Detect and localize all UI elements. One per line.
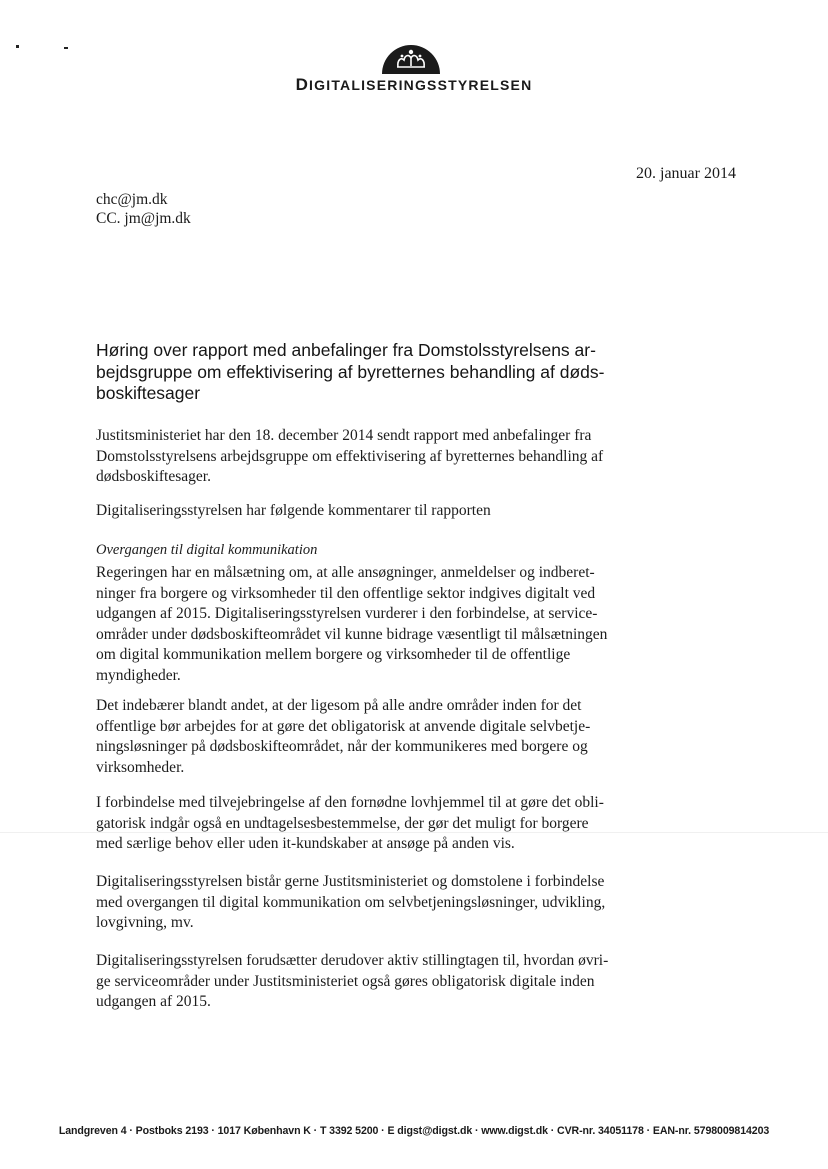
text-line: Domstolsstyrelsens arbejdsgruppe om effektivisering af byretternes behandling af [96,447,604,465]
text-line: områder under dødsboskifteområdet vil kunne bidrage væsentligt til målsætningen [96,625,608,643]
paragraph-2 [96,696,636,778]
text-line: lovgivning, mv. [96,914,194,932]
text-line: Regeringen har en målsætning om, at alle ansøgninger, anmeldelser og indberet- [96,564,595,581]
letter-title [96,340,636,405]
paragraph-1 [96,563,636,687]
text-line: virksomheder. [96,758,185,776]
text-line: Digitaliseringsstyrelsen har følgende kommentarer til rapporten [96,502,491,519]
text-line: ge serviceområder under Justitsministeriet også gøres obligatorisk digitale inden [96,972,595,990]
text-line: gatorisk indgår også en undtagelsesbestemmelse, der gør det muligt for borgere [96,814,589,832]
organization-name: DIGITALISERINGSSTYRELSEN [295,75,533,94]
text-line: med særlige behov eller uden it-kundskaber at ansøge på anden vis. [96,835,515,853]
text-line: om digital kommunikation mellem borgere og virksomheder til de offentlige [96,646,571,664]
crown-emblem-icon [380,40,442,74]
title-line: bejdsgruppe om effektivisering af byretternes behandling af døds- [96,361,605,382]
scan-speck [16,45,19,48]
intro-paragraph [96,426,636,488]
text-line: udgangen af 2015. Digitaliseringsstyrelsen vurderer i den forbindelse, at service- [96,605,598,623]
text-line: ningsløsninger på dødsboskifteområdet, når der kommunikeres med borgere og [96,738,588,756]
recipient-line: chc@jm.dk [96,191,168,208]
title-line: Høring over rapport med anbefalinger fra Domstolsstyrelsens ar- [96,340,596,360]
text-line: udgangen af 2015. [96,993,211,1011]
text-line: I forbindelse med tilvejebringelse af den fornødne lovhjemmel til at gøre det obli- [96,794,604,811]
letter-date: 20. januar 2014 [636,165,736,182]
paragraph-3 [96,793,636,855]
text-line: Justitsministeriet har den 18. december 2014 sendt rapport med anbefalinger fra [96,427,592,444]
text-line: Digitaliseringsstyrelsen forudsætter derudover aktiv stillingtagen til, hvordan øvri- [96,952,609,969]
text-line: dødsboskiftesager. [96,468,211,486]
scan-speck [64,47,68,49]
paragraph-5 [96,951,636,1013]
text-line: Digitaliseringsstyrelsen bistår gerne Justitsministeriet og domstolene i forbindelse [96,873,605,890]
text-line: myndigheder. [96,666,181,684]
recipients [96,190,191,228]
footer-contact-line: Landgreven 4 · Postboks 2193 · 1017 København K · T 3392 5200 · E digst@digst.dk · www.digst.dk · CVR-nr. 34051178 · EAN-nr. 5798009814203 [58,1125,770,1137]
section-subheading [96,540,636,561]
recipient-line: CC. jm@jm.dk [96,210,191,227]
text-line: offentlige bør arbejdes for at gøre det obligatorisk at anvende digitale selvbetje- [96,717,591,735]
text-line: ninger fra borgere og virksomheder til den offentlige sektor indgives digitalt ved [96,584,596,602]
text-line: med overgangen til digital kommunikation om selvbetjeningsløsninger, udvikling, [96,893,606,911]
title-line: boskiftesager [96,383,201,403]
comment-line [96,501,636,522]
subheading-text: Overgangen til digital kommunikation [96,542,318,558]
text-line: Det indebærer blandt andet, at der ligesom på alle andre områder inden for det [96,697,582,714]
paragraph-4 [96,872,636,934]
